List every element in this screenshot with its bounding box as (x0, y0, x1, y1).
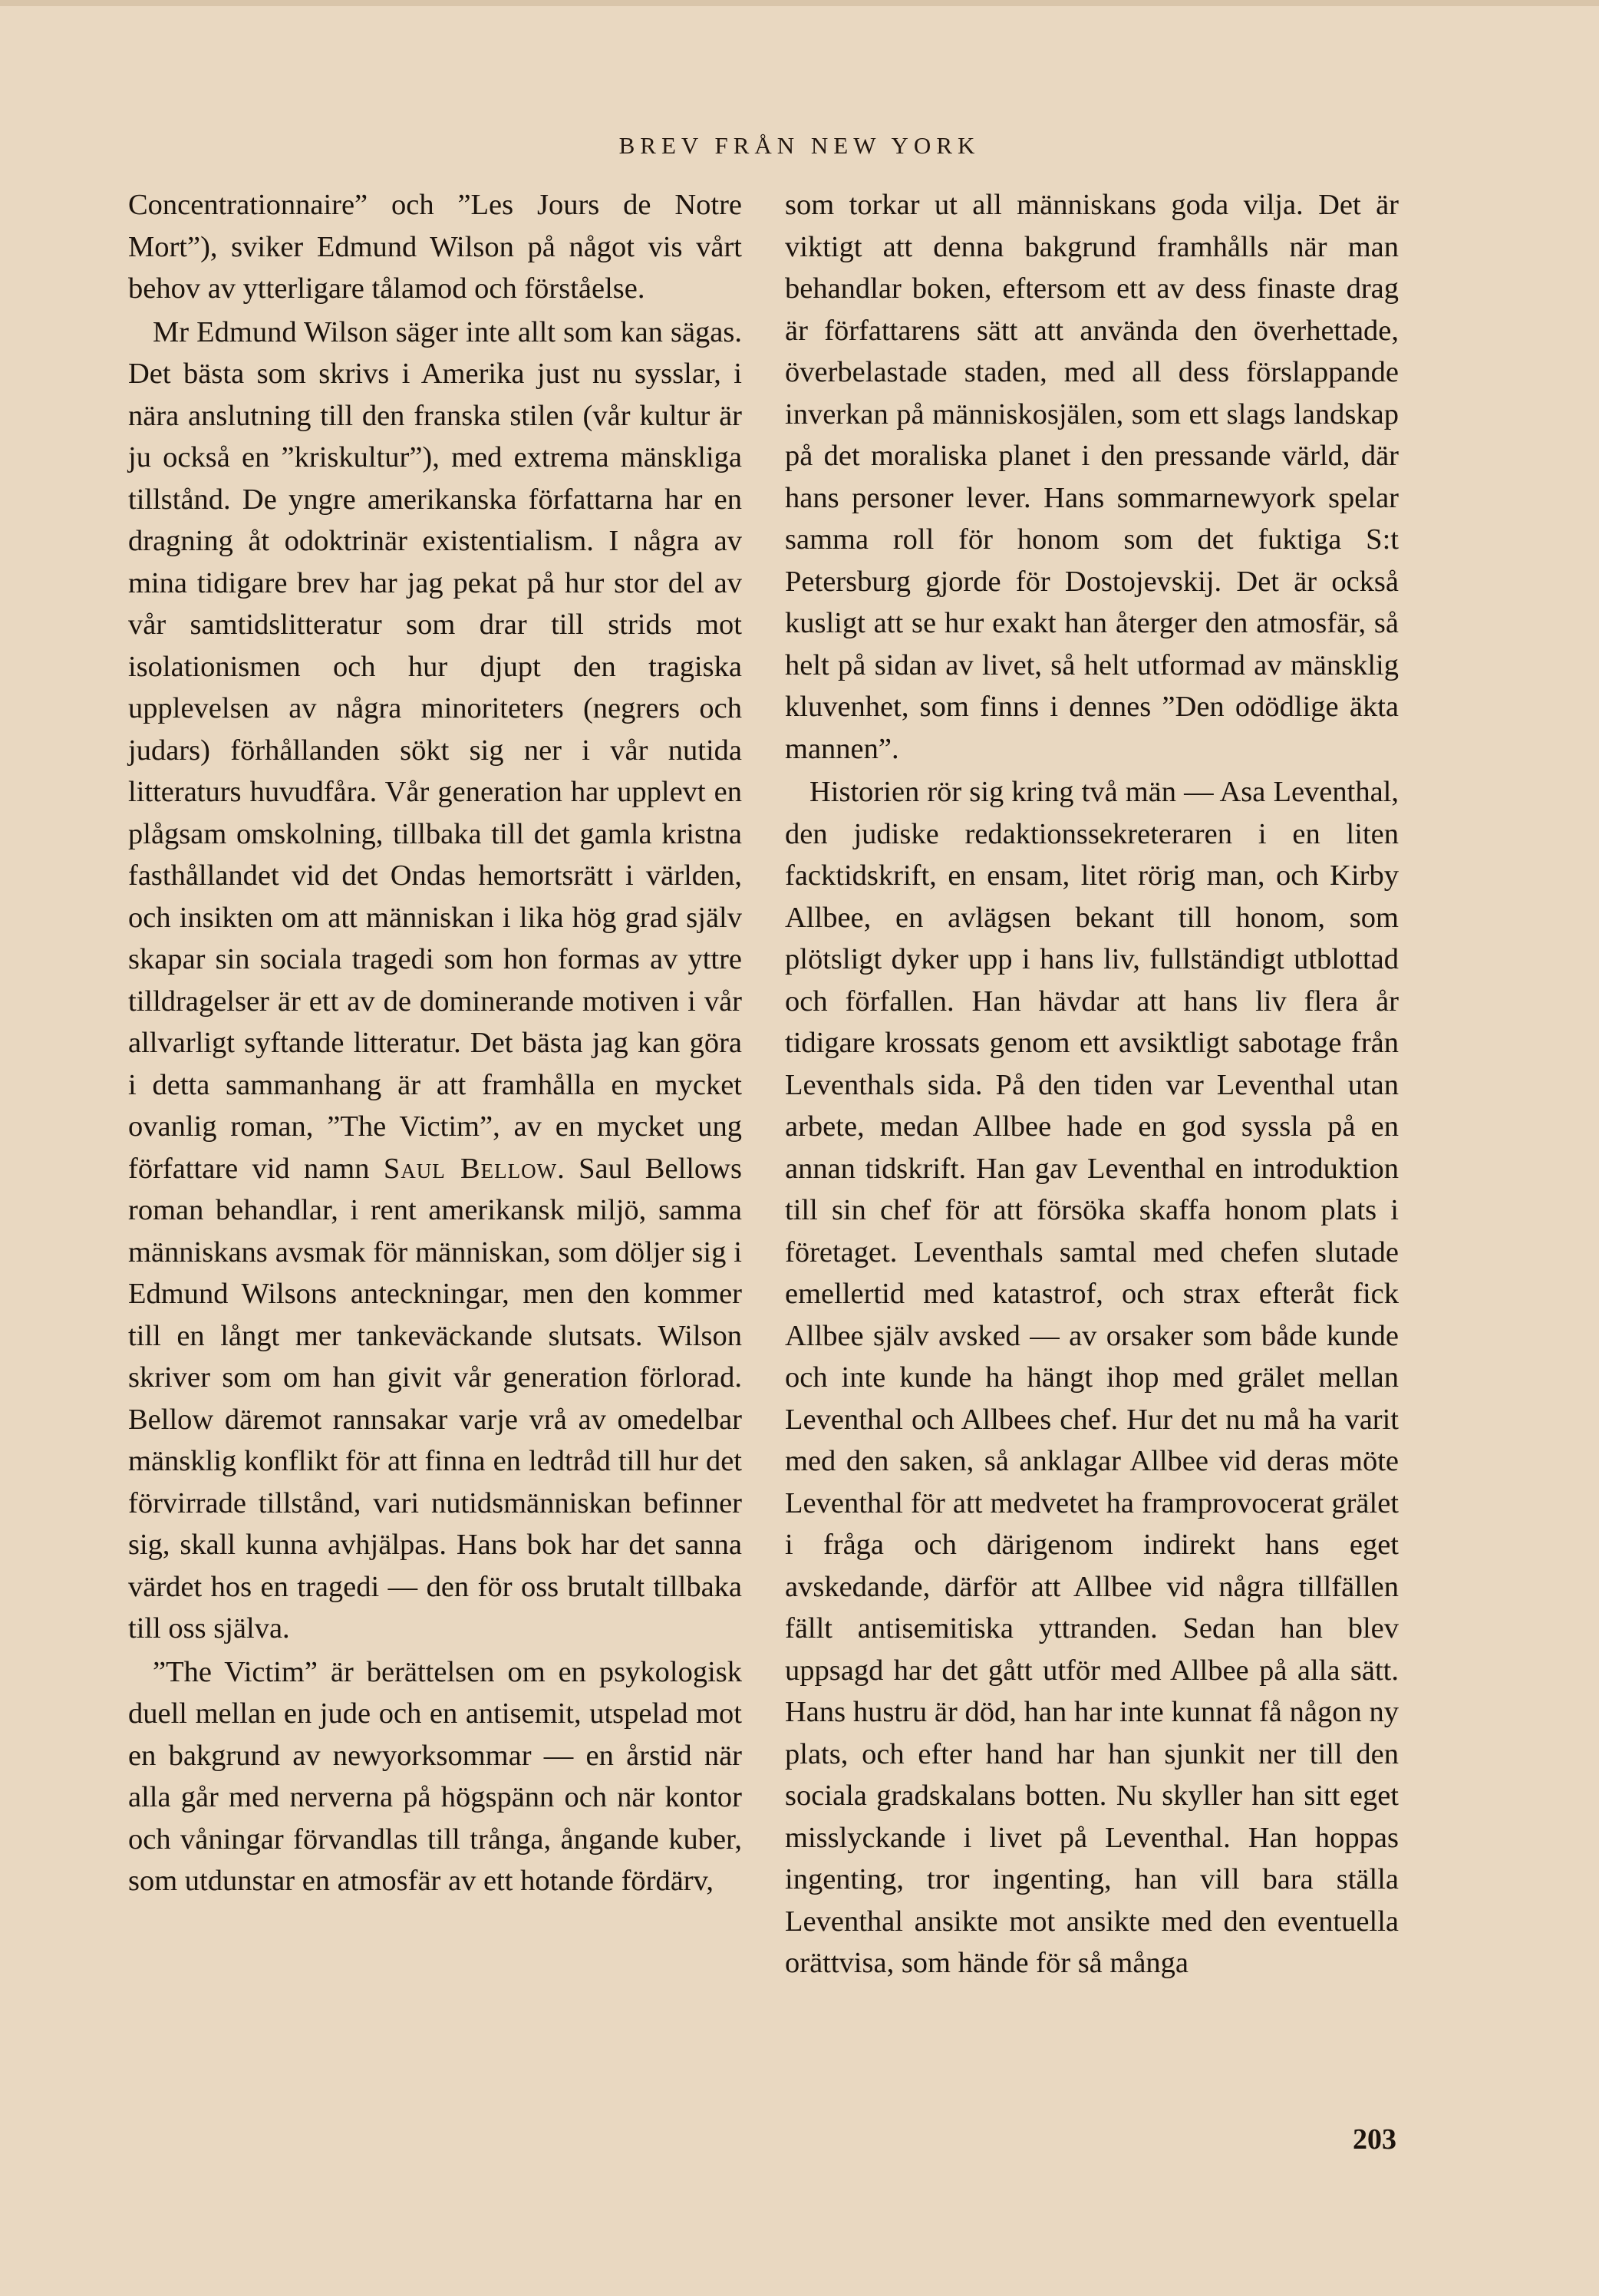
paragraph (128, 312, 742, 1650)
running-head: BREV FRÅN NEW YORK (618, 132, 981, 159)
paragraph-text: Mr Edmund Wilson säger inte allt som kan sägas. Det bästa som skrivs i Amerika just nu sysslar, i nära anslutning till den franska stilen (vår kultur är ju också en ”kriskultur”), med extrema mänskliga tillstånd. De yngre amerikanska författarna har en dragning åt odoktrinär existentialism. I några av mina tidigare brev har jag pekat på hur stor del av vår samtidslitteratur som drar till strids mot isolationismen och hur djupt den tragiska upplevelsen av några minoriteters (negrers och judars) förhållanden sökt sig ner i vår nutida litteraturs huvudfåra. Vår generation har upplevt en plågsam omskolning, tillbaka till det gamla kristna fasthållandet vid det Ondas hemortsrätt i världen, och insikten om att människan i lika hög grad själv skapar sin sociala tragedi som hon formas av yttre tilldragelser är ett av de dominerande motiven i vår allvarligt syftande litteratur. Det bästa jag kan göra i detta sammanhang är att framhålla en mycket ovanlig roman, ”The Victim”, av en mycket ung författare vid namn (128, 315, 742, 1185)
page-number: 203 (1353, 2123, 1396, 2156)
author-name: Saul Bellow (383, 1152, 558, 1185)
paragraph: som torkar ut all människans goda vilja. Det är viktigt att denna bakgrund framhålls när man behandlar boken, eftersom ett av dess finaste drag är författarens sätt att använda den överhettade, överbelastade staden, med all dess förslappande inverkan på människosjälen, som ett slags landskap på det moraliska planet i den pressande värld, där hans personer lever. Hans sommarnewyork spelar samma roll för honom som det fuktiga S:t Petersburg gjorde för Dostojevskij. Det är också kusligt att se hur exakt han återger den atmosfär, så helt på sidan av livet, så helt utformad av mänsklig kluvenhet, som finns i dennes ”Den odödlige äkta mannen”. (785, 189, 1399, 765)
left-column (128, 184, 742, 1902)
paragraph: Concentrationnaire” och ”Les Jours de Notre Mort”), sviker Edmund Wilson på något vis vårt behov av ytterligare tålamod och förståelse. (128, 189, 742, 305)
paragraph-text: . Saul Bellows roman behandlar, i rent amerikansk miljö, samma människans avsmak för människan, som döljer sig i Edmund Wilsons anteckningar, men den kommer till en långt mer tankeväckande slutsats. Wilson skriver som om han givit vår generation förlorad. Bellow däremot rannsakar varje vrå av omedelbar mänsklig konflikt för att finna en ledtråd till hur det förvirrade tillstånd, vari nutidsmänniskan befinner sig, skall kunna avhjälpas. Hans bok har det sanna värdet hos en tragedi — den för oss brutalt tillbaka till oss själva. (128, 1152, 743, 1644)
paragraph: Historien rör sig kring två män — Asa Leventhal, den judiske redaktionssekreteraren i en liten facktidskrift, en ensam, litet rörig man, och Kirby Allbee, en avlägsen bekant till honom, som plötsligt dyker upp i hans liv, fullständigt utblottad och förfallen. Han hävdar att hans liv flera år tidigare krossats genom ett avsiktligt sabotage från Leventhals sida. På den tiden var Leventhal utan arbete, medan Allbee hade en god syssla på en annan tidskrift. Han gav Leventhal en introduktion till sin chef för att försöka skaffa honom plats i företaget. Leventhals samtal med chefen slutade emellertid med katastrof, och strax efteråt fick Allbee själv avsked — av orsaker som både kunde och inte kunde ha hängt ihop med grälet mellan Leventhal och Allbees chef. Hur det nu må ha varit med den saken, så anklagar Allbee vid deras möte Leventhal för att medvetet ha framprovocerat grälet i fråga och därigenom indirekt hans eget avskedande, därför att Allbee vid några tillfällen fällt antisemitiska yttranden. Sedan han blev uppsagd har det gått utför med Allbee på alla sätt. Hans hustru är död, han har inte kunnat få någon ny plats, och efter hand har han sjunkit ner till den sociala gradskalans botten. Nu skyller han sitt eget misslyckande i livet på Leventhal. Han hoppas ingenting, tror ingenting, han vill bara ställa Leventhal ansikte mot ansikte med den eventuella orättvisa, som hände för så många (785, 776, 1399, 1979)
paragraph: ”The Victim” är berättelsen om en psykologisk duell mellan en jude och en antisemit, utspelad mot en bakgrund av newyorksommar — en årstid när alla går med nerverna på högspänn och när kontor och våningar förvandlas till trånga, ångande kuber, som utdunstar en atmosfär av ett hotande fördärv, (128, 1655, 742, 1897)
page-top-edge (0, 0, 1599, 6)
right-column (785, 184, 1399, 1984)
